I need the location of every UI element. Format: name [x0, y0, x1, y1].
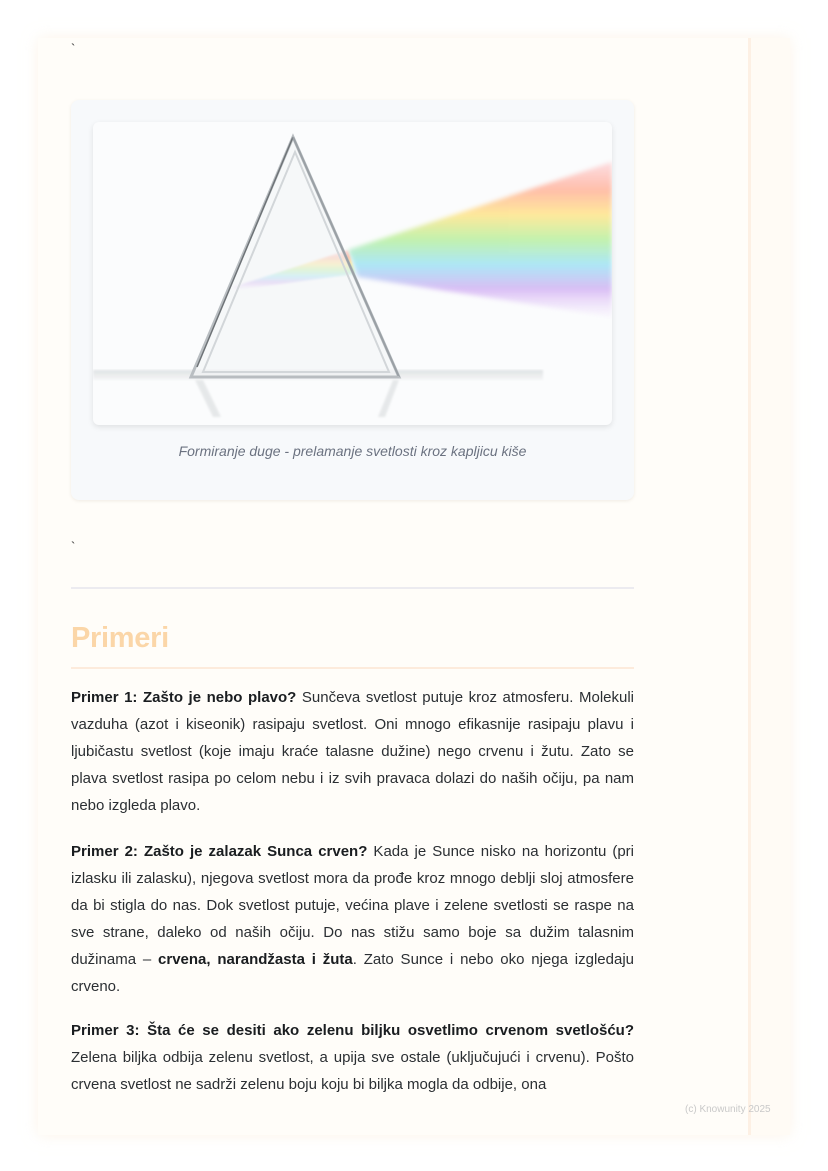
- stray-backtick: `: [71, 539, 76, 554]
- page-side-margin: [751, 38, 790, 1135]
- figure-caption: Formiranje duge - prelamanje svetlosti kroz kapljicu kiše: [178, 443, 527, 459]
- example-2-highlight: crvena, narandžasta i žuta: [158, 951, 353, 968]
- copyright-footer: (c) Knowunity 2025: [685, 1104, 771, 1115]
- example-1-paragraph: [71, 684, 634, 819]
- example-2-title: Primer 2: Zašto je zalazak Sunca crven?: [71, 843, 368, 860]
- example-2-paragraph: [71, 838, 634, 1000]
- section-heading: Primeri: [71, 622, 169, 654]
- example-3-paragraph: [71, 1017, 634, 1098]
- example-3-title: Primer 3: Šta će se desiti ako zelenu biljku osvetlimo crvenom svetlošću?: [71, 1022, 634, 1039]
- example-2-body: Kada je Sunce nisko na horizontu (pri izlasku ili zalasku), njegova svetlost mora da prođe kroz mnogo deblji sloj atmosfere da bi stigla do nas. Dok svetlost putuje, većina plave i zelene svetlosti se raspe na sve strane, daleko od naših očiju. Do nas stižu samo boje sa dužim talasnim dužinama –: [71, 843, 635, 968]
- stray-backtick: `: [71, 41, 76, 56]
- prism-rainbow-illustration-icon: [93, 122, 612, 425]
- example-3-body: Zelena biljka odbija zelenu svetlost, a upija sve ostale (uključujući i crvenu). Pošto crvena svetlost ne sadrži zelenu boju koju bi biljka mogla da odbije, ona: [71, 1049, 634, 1093]
- heading-underline: [71, 667, 634, 669]
- example-1-body: Sunčeva svetlost putuje kroz atmosferu. Molekuli vazduha (azot i kiseonik) rasipaju svetlost. Oni mnogo efikasnije rasipaju plavu i ljubičastu svetlost (koje imaju kraće talasne dužine) nego crvenu i žutu. Zato se plava svetlost rasipa po celom nebu i iz svih pravaca dolazi do naših očiju, pa nam nebo izgleda plavo.: [71, 689, 634, 814]
- figure-box: [71, 100, 634, 500]
- example-1-title: Primer 1: Zašto je nebo plavo?: [71, 689, 297, 706]
- section-divider: [71, 587, 634, 589]
- example-2-body-end: . Zato Sunce i nebo oko njega izgledaju crveno.: [71, 951, 634, 995]
